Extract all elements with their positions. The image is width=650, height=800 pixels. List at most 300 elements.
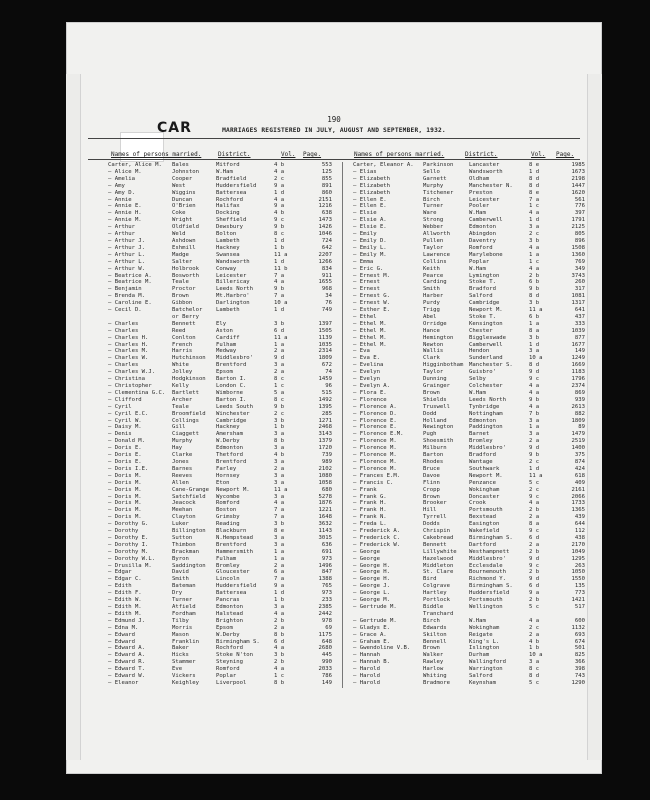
register-entry [349, 487, 589, 494]
entry-spouse-surname: Pullen [423, 237, 444, 244]
entry-spouse-surname: Keith [423, 265, 440, 272]
entry-name: — Christina [108, 376, 146, 383]
entry-spouse-surname: Colgrave [423, 583, 450, 590]
entry-spouse-surname: Hill [423, 507, 437, 514]
entry-name: — Edith M. [108, 604, 142, 610]
entry-district: Tynbridge [469, 403, 500, 410]
entry-name: — Ernest [353, 279, 380, 286]
entry-name: Carter, Eleanor A. [353, 162, 414, 168]
entry-name: — Edward A. [108, 645, 146, 652]
entry-volume: 9 b [274, 286, 285, 293]
entry-volume: 9 c [529, 376, 540, 383]
register-entry [349, 286, 589, 293]
entry-spouse-surname: Holland [423, 417, 447, 424]
register-entry [349, 397, 589, 404]
entry-page: 939 [574, 396, 585, 403]
entry-name: — Dorothy M. [108, 548, 149, 555]
entry-district: Kensington [469, 320, 503, 327]
entry-spouse-surname: Parkinson [423, 162, 454, 168]
entry-volume: 3 a [529, 348, 540, 355]
register-entry [104, 597, 336, 604]
entry-district: Lymington [469, 272, 500, 279]
entry-spouse-surname: Smith [172, 576, 189, 583]
register-entry [104, 190, 336, 197]
entry-district: Epsom [216, 369, 233, 376]
entry-district: Wakefield [469, 528, 500, 535]
entry-name: — Annie E. [108, 203, 142, 210]
register-entry [349, 183, 589, 190]
register-entry [104, 507, 336, 514]
register-entry [349, 383, 589, 390]
entry-spouse-surname: Archer [172, 396, 193, 403]
entry-page: 1216 [318, 203, 332, 210]
entry-page: 2207 [318, 251, 332, 258]
entry-name: — George H. [353, 562, 391, 569]
entry-spouse-surname: Reeves [172, 472, 193, 479]
entry-page: 1505 [318, 327, 332, 334]
entry-spouse-surname: Walker [423, 652, 444, 659]
entry-page: 644 [574, 521, 585, 528]
entry-spouse-surname: Thimbon [172, 541, 196, 548]
register-entry [104, 321, 336, 328]
entry-page: 2613 [571, 403, 585, 410]
entry-district: London C. [216, 383, 247, 389]
entry-spouse-surname: Jeacock [172, 500, 196, 507]
entry-name: — Clifford [108, 396, 142, 403]
entry-district: Hendon [469, 348, 490, 355]
entry-district: Bromley [469, 438, 493, 445]
entry-district: Stoke T. [469, 313, 496, 320]
entry-spouse-surname: Dry [172, 590, 183, 597]
entry-page: 2314 [318, 348, 332, 355]
register-entry [349, 348, 589, 355]
register-entry [349, 404, 589, 411]
entry-name: — Charles H. [108, 334, 149, 341]
entry-district: Cambridge [469, 300, 500, 307]
register-entry [349, 480, 589, 487]
entry-page: 680 [321, 486, 332, 493]
entry-volume: 1 a [274, 555, 285, 562]
entry-spouse-surname: Clayton [172, 514, 196, 521]
entry-page: 1655 [318, 279, 332, 286]
entry-page: 501 [574, 645, 585, 652]
entry-page: 1809 [571, 417, 585, 424]
register-entry [349, 252, 589, 259]
entry-district: Bexstead [469, 514, 496, 521]
entry-volume: 1 b [274, 244, 285, 251]
entry-page: 439 [574, 514, 585, 521]
register-entry [104, 666, 336, 673]
entry-page: 349 [574, 265, 585, 272]
entry-name: — Doris I.E. [108, 465, 149, 472]
entry-volume: 9 b [529, 396, 540, 403]
entry-name: — Evelyn [353, 369, 380, 376]
entry-name: — Frederick A. [353, 528, 401, 535]
entry-page: 1400 [571, 445, 585, 452]
register-entry [349, 197, 589, 204]
entry-district: Wycombe [216, 493, 240, 500]
entry-spouse-surname: Jones [172, 458, 189, 465]
register-entry [104, 452, 336, 459]
entry-spouse-surname: Meehan [172, 507, 193, 514]
entry-name: — Dorothy W.L. [108, 555, 156, 562]
entry-district: Keynsham [469, 679, 496, 686]
entry-spouse-surname: Eve [172, 666, 183, 673]
entry-page: 561 [574, 196, 585, 203]
entry-page: 641 [574, 307, 585, 314]
entry-spouse-surname: Brown [423, 493, 440, 500]
register-entry [104, 625, 336, 632]
register-entry [349, 245, 589, 252]
entry-volume: 2 b [529, 597, 540, 604]
entry-spouse-surname: Oldfield [172, 224, 199, 231]
register-entry [349, 424, 589, 431]
register-entry [349, 342, 589, 349]
entry-name: — Evelina [353, 362, 384, 369]
entry-spouse-surname: Newton [423, 341, 444, 348]
register-entry [349, 328, 589, 335]
entry-name: — Arthur W. [108, 265, 146, 272]
entry-page: 2374 [571, 383, 585, 389]
entry-district: Ecclesdale [469, 562, 503, 569]
entry-page: 3015 [318, 534, 332, 541]
entry-name: — Ellen E. [353, 196, 387, 203]
register-entry [349, 431, 589, 438]
entry-district: Newport M. [469, 307, 503, 314]
entry-volume: 4 a [529, 244, 540, 251]
entry-spouse-surname: Cooper [172, 175, 193, 182]
entry-page: 285 [321, 410, 332, 417]
register-entry [104, 231, 336, 238]
entry-name: — Charles M. [108, 348, 149, 355]
entry-name: — George J. [353, 583, 391, 590]
entry-district: Medway [216, 348, 237, 355]
entry-name: — Esther E. [353, 307, 391, 314]
entry-name: — Beatrice A. [108, 272, 152, 279]
entry-volume: 4 a [274, 279, 285, 286]
entry-volume: 3 a [529, 417, 540, 424]
entry-district: Portsmouth [469, 507, 503, 514]
register-entry [349, 535, 589, 542]
entry-district: Fulham [216, 341, 237, 348]
entry-name: — Ethel M. [353, 327, 387, 334]
entry-district: Middlesbro' [216, 355, 254, 362]
entry-name: — Elsie [353, 210, 377, 217]
entry-spouse-surname: Harris [172, 348, 193, 355]
entry-name: — Edith F. [108, 590, 142, 597]
entry-name: — Brenda M. [108, 293, 146, 300]
entry-volume: 1 d [529, 217, 540, 224]
entry-volume: 9 a [274, 583, 285, 590]
entry-name: — Doris E. [108, 452, 142, 459]
entry-page: 1388 [318, 576, 332, 583]
register-entry [104, 645, 336, 652]
entry-name: — Edmund J. [108, 617, 146, 624]
entry-page: 1673 [571, 168, 585, 175]
entry-spouse-surname: Tranchard [423, 610, 454, 617]
entry-name: — Cyril [108, 403, 132, 410]
entry-district: Daventry [469, 237, 496, 244]
entry-volume: 9 a [274, 182, 285, 189]
entry-volume: 7 a [274, 507, 285, 514]
entry-name: — Florence M. [353, 445, 397, 452]
entry-spouse-surname: Wiggins [172, 189, 196, 196]
register-entry [104, 259, 336, 266]
entry-page: 860 [321, 189, 332, 196]
entry-district: N.Hempstead [216, 534, 254, 541]
entry-name: — Emily [353, 231, 377, 238]
entry-volume: 11 a [529, 307, 543, 314]
entry-district: Lambeth [216, 307, 240, 314]
register-entry [349, 162, 589, 169]
entry-page: 424 [574, 465, 585, 472]
register-entry [104, 210, 336, 217]
entry-volume: 3 a [529, 431, 540, 438]
register-entry [104, 342, 336, 349]
entry-name: — Elizabeth [353, 189, 391, 196]
register-entry [104, 487, 336, 494]
entry-page: 2198 [571, 175, 585, 182]
entry-district: Wokingham [469, 624, 500, 631]
register-entry [104, 418, 336, 425]
entry-spouse-surname: Carding [423, 279, 447, 286]
entry-district: Fulham [216, 555, 237, 562]
entry-district: Bolton [216, 231, 237, 238]
left-district-header: District. [218, 151, 251, 158]
entry-name: — Edward [108, 638, 135, 645]
entry-name: — Dorothy E. [108, 534, 149, 541]
entry-page: 1143 [318, 528, 332, 535]
register-entry [104, 632, 336, 639]
entry-page: 805 [574, 231, 585, 238]
register-entry [349, 459, 589, 466]
entry-district: King's L. [469, 638, 500, 645]
entry-spouse-surname: Lillywhite [423, 548, 457, 555]
entry-volume: 2 b [274, 617, 285, 624]
page-title: MARRIAGES REGISTERED IN JULY, AUGUST AND SEPTEMBER, 1932. [222, 127, 446, 134]
entry-volume: 9 a [274, 203, 285, 210]
entry-volume: 9 b [274, 403, 285, 410]
entry-name: — Arthur L. [108, 251, 146, 258]
entry-spouse-surname: Clark [423, 355, 440, 362]
register-entry [349, 335, 589, 342]
entry-district: Southwark [469, 465, 500, 472]
entry-district: Hornsey [216, 472, 240, 479]
entry-name: — Charles [108, 327, 139, 334]
entry-volume: 8 e [529, 162, 540, 168]
entry-volume: 8 a [529, 327, 540, 334]
entry-district: Cardiff [216, 334, 240, 341]
entry-spouse-surname: Barton [423, 452, 444, 459]
entry-page: 600 [574, 617, 585, 624]
entry-page: 1447 [571, 182, 585, 189]
register-entry [349, 203, 589, 210]
entry-page: 989 [321, 458, 332, 465]
entry-volume: 4 a [529, 403, 540, 410]
entry-name: — Ernest G. [353, 293, 391, 300]
entry-spouse-surname: Pugh [423, 431, 437, 438]
entry-district: Nottingham [469, 410, 503, 417]
entry-district: Colchester [469, 383, 503, 389]
register-entry [104, 273, 336, 280]
entry-volume: 1 c [274, 383, 285, 389]
entry-spouse-surname: Abel [423, 313, 437, 320]
entry-page: 2102 [318, 465, 332, 472]
entry-volume: 8 c [274, 396, 285, 403]
entry-page: 765 [321, 583, 332, 590]
entry-spouse-surname: Trigg [423, 307, 440, 314]
entry-name: — Florence E. [353, 417, 397, 424]
register-entry [349, 238, 589, 245]
left-names-header: Names of persons married. [111, 151, 202, 158]
entry-volume: 9 c [274, 217, 285, 224]
entry-page: 74 [325, 369, 332, 376]
register-entry [104, 459, 336, 466]
entry-district: Steyning [216, 659, 243, 666]
entry-spouse-surname: Skilton [423, 631, 447, 638]
entry-district: Manchester N. [469, 182, 513, 189]
entry-page: 409 [574, 479, 585, 486]
register-entry [104, 307, 336, 314]
entry-name: — Frank N. [353, 514, 387, 521]
entry-name: — George [353, 548, 380, 555]
entry-page: 1379 [318, 438, 332, 445]
entry-volume: 1 a [529, 251, 540, 258]
entry-name: — Elias [353, 168, 377, 175]
entry-spouse-surname: Bird [423, 576, 437, 583]
register-entry [349, 583, 589, 590]
entry-volume: 1 d [274, 189, 285, 196]
entry-spouse-surname: West [172, 182, 186, 189]
entry-district: Salford [469, 293, 493, 300]
entry-spouse-surname: Stammer [172, 659, 196, 666]
entry-volume: 8 c [529, 666, 540, 673]
entry-volume: 9 c [529, 562, 540, 569]
entry-spouse-surname: Murphy [423, 182, 444, 189]
entry-spouse-surname: Tilby [172, 617, 189, 624]
entry-page: 1266 [318, 258, 332, 265]
entry-name: — Caroline E. [108, 300, 152, 307]
entry-spouse-surname: Chrispin [423, 528, 450, 535]
entry-volume: 2 b [529, 548, 540, 555]
entry-spouse-surname: Madge [172, 251, 189, 258]
register-entry [104, 328, 336, 335]
register-entry [104, 217, 336, 224]
entry-page: 674 [574, 638, 585, 645]
register-entry [104, 659, 336, 666]
entry-district: Chester [469, 327, 493, 334]
entry-page: 1720 [318, 445, 332, 452]
register-entry [349, 632, 589, 639]
entry-district: Liverpool [216, 679, 247, 686]
register-entry [349, 597, 589, 604]
register-entry [349, 666, 589, 673]
entry-volume: 3 a [529, 224, 540, 231]
entry-page: 2151 [318, 196, 332, 203]
entry-name: — Elsie E. [353, 224, 387, 231]
entry-volume: 2 a [529, 541, 540, 548]
entry-name: — Elizabeth [353, 182, 391, 189]
entry-spouse-surname: Sutton [172, 534, 193, 541]
entry-spouse-surname: Whiting [423, 673, 447, 680]
entry-spouse-surname: David [172, 569, 189, 576]
entry-spouse-surname: Cakebread [423, 534, 454, 541]
entry-name: — Denis [108, 431, 132, 438]
entry-name: — Edgar [108, 569, 132, 576]
entry-spouse-surname: Bradmore [423, 679, 450, 686]
entry-spouse-surname: Brooker [423, 500, 447, 507]
entry-spouse-surname: Milburn [423, 445, 447, 452]
register-entry [104, 404, 336, 411]
entry-volume: 2 c [529, 624, 540, 631]
entry-district: Leeds South [216, 403, 254, 410]
entry-volume: 4 a [274, 666, 285, 673]
entry-district: Birmingham S. [216, 638, 260, 645]
entry-name: — Frank [353, 486, 377, 493]
entry-district: Barton I. [216, 396, 247, 403]
entry-name: — Charles [108, 362, 139, 369]
entry-name: — Dorothy I. [108, 541, 149, 548]
register-entry [104, 473, 336, 480]
header-rule [88, 159, 580, 160]
register-entry [104, 169, 336, 176]
entry-volume: 7 b [529, 410, 540, 417]
entry-name: — Edna M. [108, 624, 139, 631]
entry-volume: 4 a [529, 617, 540, 624]
entry-volume: 1 c [274, 673, 285, 680]
entry-district: Halifax [216, 203, 240, 210]
entry-name: — Frederick W. [353, 541, 401, 548]
entry-spouse-surname: Truswell [423, 403, 450, 410]
entry-district: Aston [216, 327, 233, 334]
register-entry [104, 514, 336, 521]
entry-page: 1426 [318, 224, 332, 231]
register-entry [349, 224, 589, 231]
entry-spouse-surname: Purdy [423, 300, 440, 307]
entry-spouse-surname: Vickers [172, 673, 196, 680]
entry-page: 1271 [318, 417, 332, 424]
entry-page: 366 [574, 659, 585, 666]
entry-name: — Eva E. [353, 355, 380, 362]
entry-volume: 2 c [274, 175, 285, 182]
entry-volume: 4 b [274, 452, 285, 459]
register-entry [349, 279, 589, 286]
entry-district: Reigate [469, 631, 493, 638]
entry-name: — Edith [108, 583, 132, 590]
register-entry [104, 604, 336, 611]
entry-name: — Elsie A. [353, 217, 387, 224]
entry-district: Ely [216, 320, 227, 327]
entry-spouse-surname: Fordham [172, 610, 196, 617]
entry-volume: 3 a [274, 493, 285, 500]
entry-district: Edmonton [216, 604, 243, 610]
register-entry [349, 542, 589, 549]
entry-district: Biggleswade [469, 334, 507, 341]
entry-name: — George [353, 555, 380, 562]
entry-spouse-surname: Newington [423, 424, 454, 431]
entry-page: 882 [574, 410, 585, 417]
entry-district: Epsom [216, 624, 233, 631]
entry-volume: 8 a [529, 521, 540, 528]
entry-page: 1677 [571, 341, 585, 348]
entry-spouse-surname: Dodds [423, 521, 440, 528]
left-vol-header: Vol. [281, 151, 296, 158]
title-rule [88, 138, 580, 139]
entry-district: Bradford [469, 452, 496, 459]
entry-volume: 2 a [274, 369, 285, 376]
entry-spouse-surname: O'Brien [172, 203, 196, 210]
entry-page: 773 [574, 590, 585, 597]
